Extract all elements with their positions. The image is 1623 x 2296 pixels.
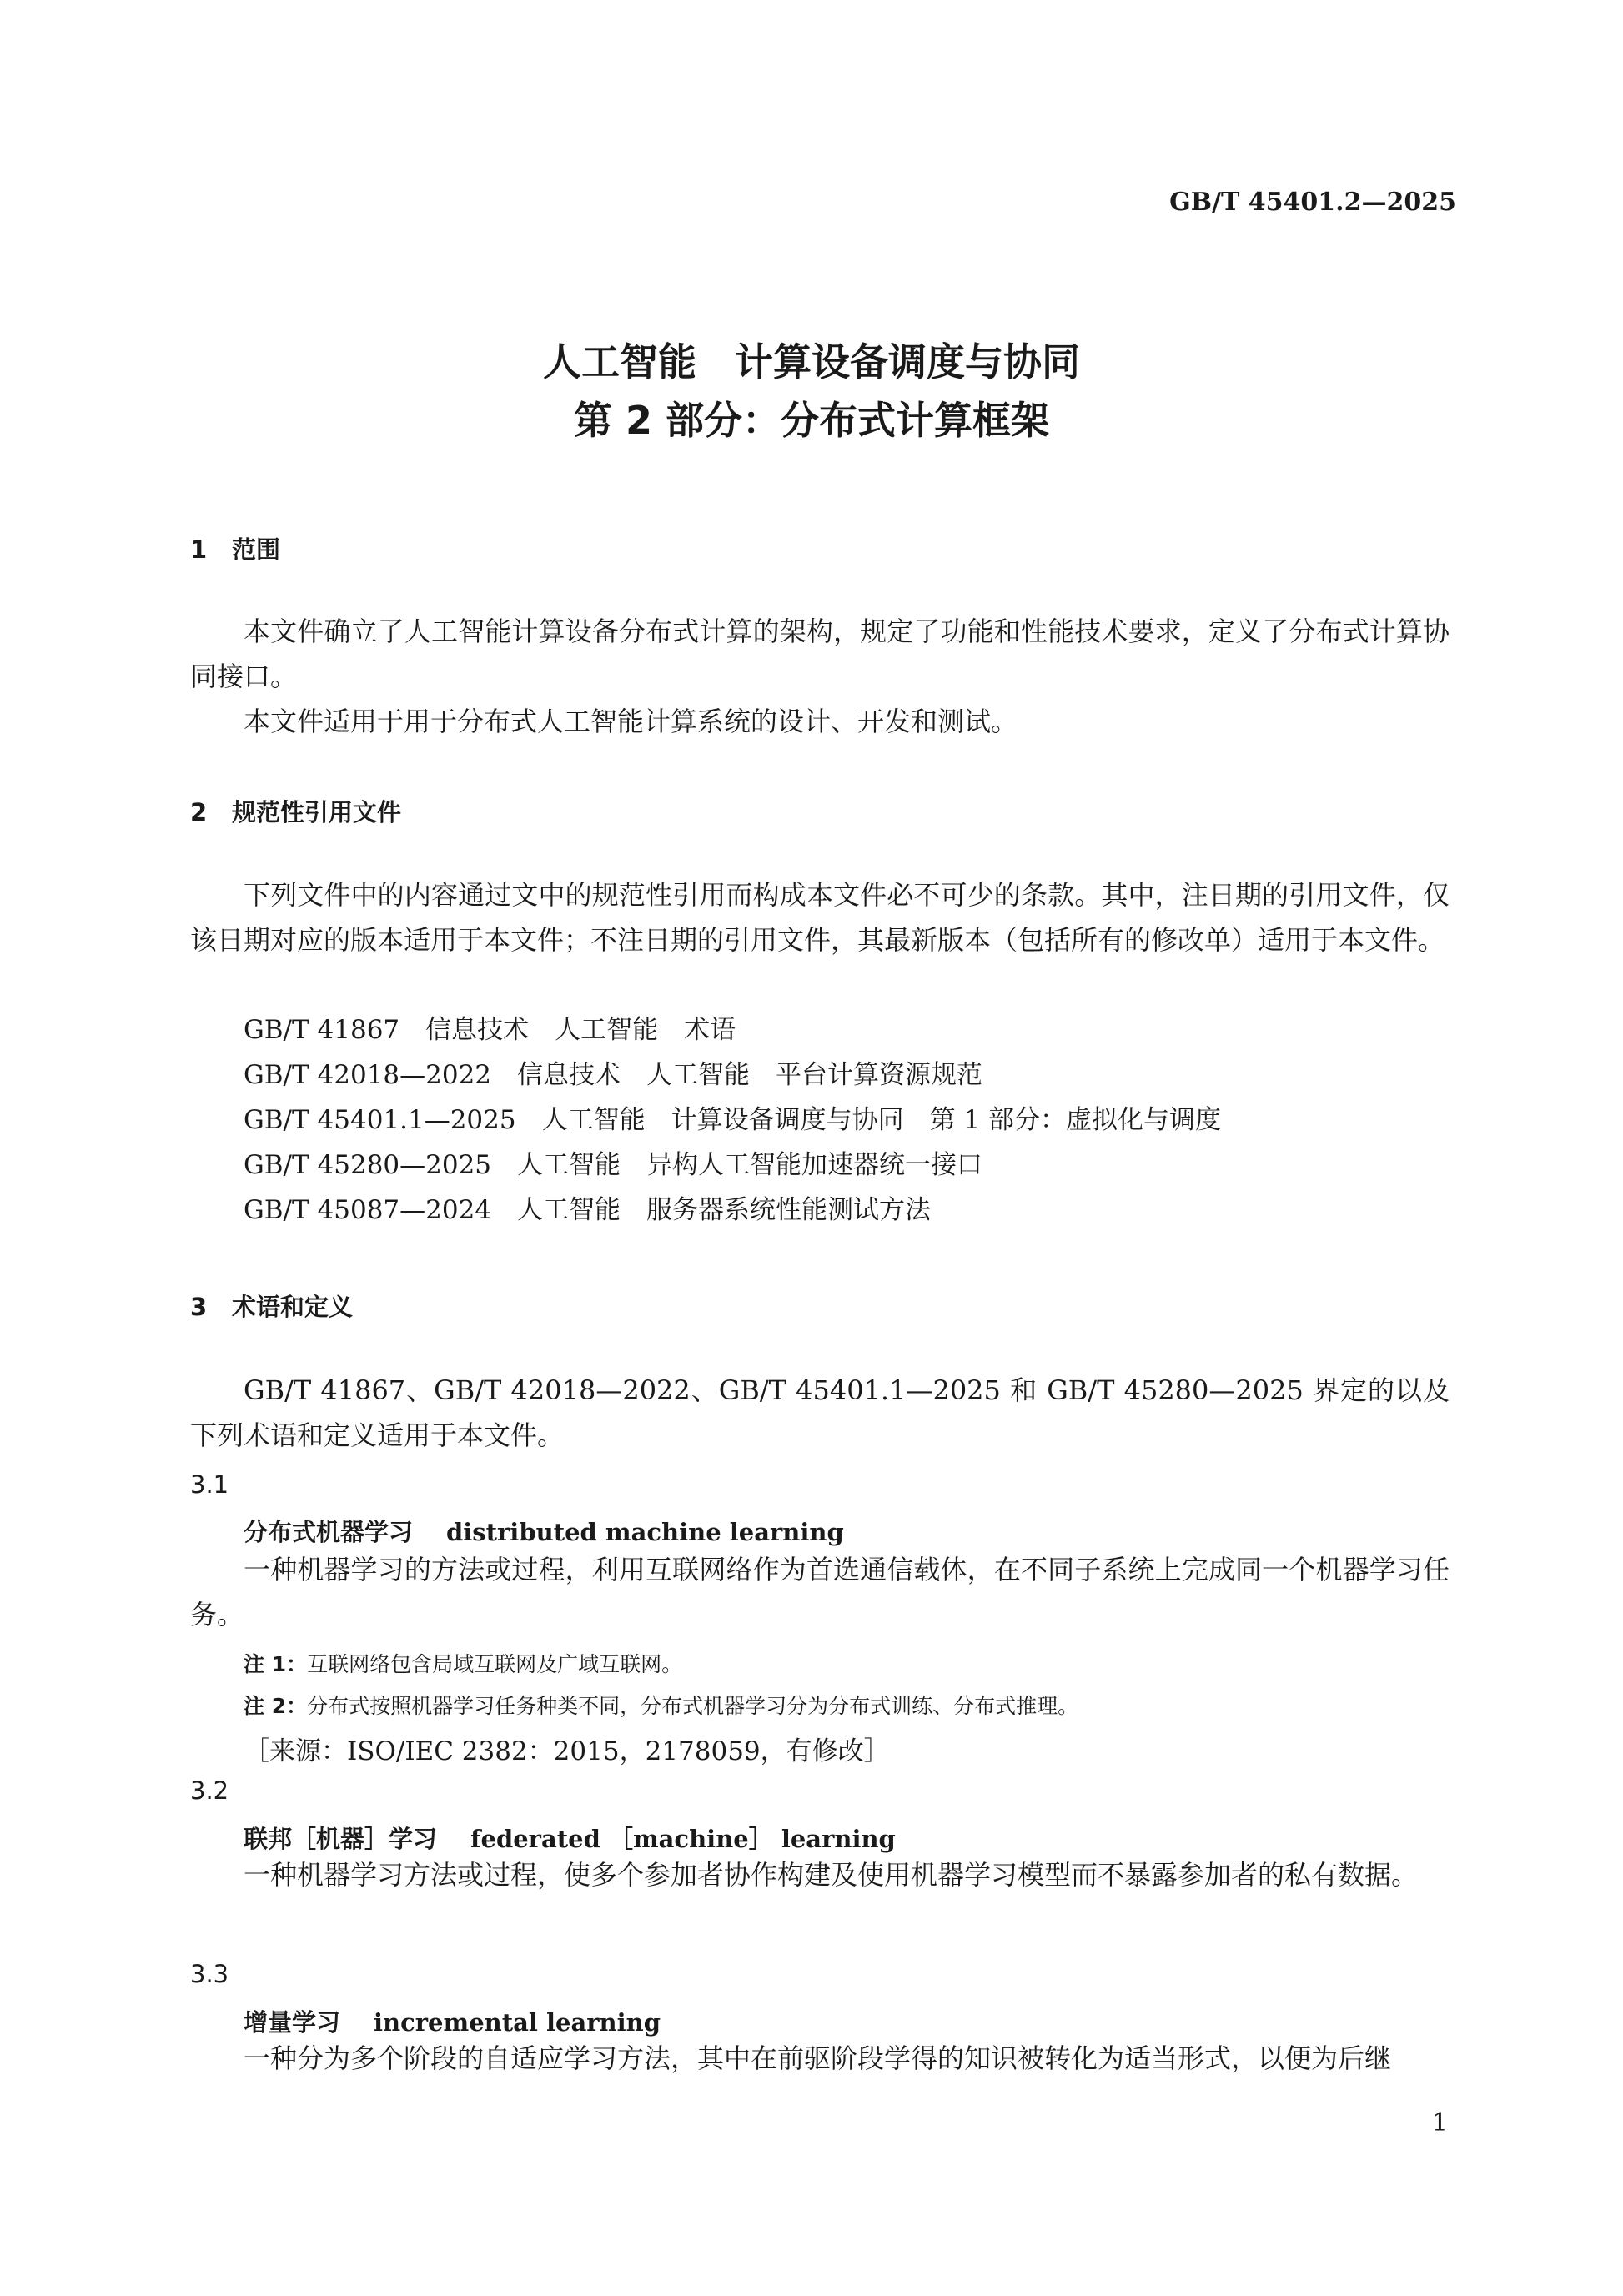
clause-number: 3.2 [190, 1776, 229, 1805]
section-number: 2 [190, 798, 208, 826]
note-text: 分布式按照机器学习任务种类不同，分布式机器学习分为分布式训练、分布式推理。 [307, 1694, 1079, 1718]
term-definition: 一种机器学习的方法或过程，利用互联网络作为首选通信载体，在不同子系统上完成同一个机器学习任务。 [190, 1554, 1450, 1630]
term-chinese: 联邦［机器］学习 [244, 1825, 438, 1853]
document-title-line1: 人工智能 计算设备调度与协同 [543, 339, 1080, 384]
term-english: federated ［machine］ learning [470, 1825, 896, 1853]
reference-item: GB/T 42018—2022 信息技术 人工智能 平台计算资源规范 [244, 1060, 983, 1090]
term-heading [244, 1514, 844, 1548]
clause-number: 3.3 [190, 1960, 229, 1988]
section-1-heading [190, 531, 280, 565]
scope-paragraph-1: 本文件确立了人工智能计算设备分布式计算的架构，规定了功能和性能技术要求，定义了分布式计算协同接口。 [190, 615, 1450, 692]
section-number: 1 [190, 535, 208, 564]
term-definition: 一种分为多个阶段的自适应学习方法，其中在前驱阶段学得的知识被转化为适当形式，以便为后继 [244, 2042, 1392, 2074]
reference-item: GB/T 45087—2024 人工智能 服务器系统性能测试方法 [244, 1195, 932, 1225]
reference-item: GB/T 45401.1—2025 人工智能 计算设备调度与协同 第 1 部分：虚拟化与调度 [244, 1105, 1222, 1135]
term-heading [244, 2004, 661, 2038]
standard-number: GB/T 45401.2—2025 [1169, 188, 1456, 217]
term-heading [244, 1821, 896, 1855]
term-english: distributed machine learning [446, 1518, 844, 1546]
document-title-line2: 第 2 部分：分布式计算框架 [573, 398, 1050, 443]
section-title: 术语和定义 [232, 1293, 354, 1321]
page-number: 1 [1431, 2108, 1448, 2138]
terms-intro: GB/T 41867、GB/T 42018—2022、GB/T 45401.1—2025 和 GB/T 45280—2025 界定的以及下列术语和定义适用于本文件。 [190, 1374, 1450, 1451]
note-label: 注 2： [244, 1694, 308, 1718]
scope-paragraph-2: 本文件适用于用于分布式人工智能计算系统的设计、开发和测试。 [244, 706, 1018, 737]
reference-item: GB/T 45280—2025 人工智能 异构人工智能加速器统一接口 [244, 1150, 983, 1180]
note-text: 互联网络包含局域互联网及广域互联网。 [307, 1652, 683, 1676]
clause-number: 3.1 [190, 1470, 229, 1499]
term-english: incremental learning [374, 2008, 661, 2037]
term-chinese: 增量学习 [244, 2008, 341, 2037]
reference-list [244, 1007, 1221, 1233]
term-definition: 一种机器学习方法或过程，使多个参加者协作构建及使用机器学习模型而不暴露参加者的私有数据。 [244, 1859, 1419, 1891]
note-label: 注 1： [244, 1652, 308, 1676]
term-note-2 [244, 1690, 1078, 1720]
section-number: 3 [190, 1293, 208, 1321]
reference-item: GB/T 41867 信息技术 人工智能 术语 [244, 1015, 736, 1045]
section-3-heading [190, 1289, 353, 1323]
section-title: 规范性引用文件 [232, 798, 402, 826]
section-title: 范围 [232, 535, 281, 564]
section-2-heading [190, 794, 401, 828]
term-source: ［来源：ISO/IEC 2382：2015，2178059，有修改］ [244, 1736, 890, 1766]
term-note-1 [244, 1648, 682, 1678]
term-chinese: 分布式机器学习 [244, 1518, 414, 1546]
normative-intro: 下列文件中的内容通过文中的规范性引用而构成本文件必不可少的条款。其中，注日期的引用文件，仅该日期对应的版本适用于本文件；不注日期的引用文件，其最新版本（包括所有的修改单）适用于本文件。 [190, 879, 1450, 956]
